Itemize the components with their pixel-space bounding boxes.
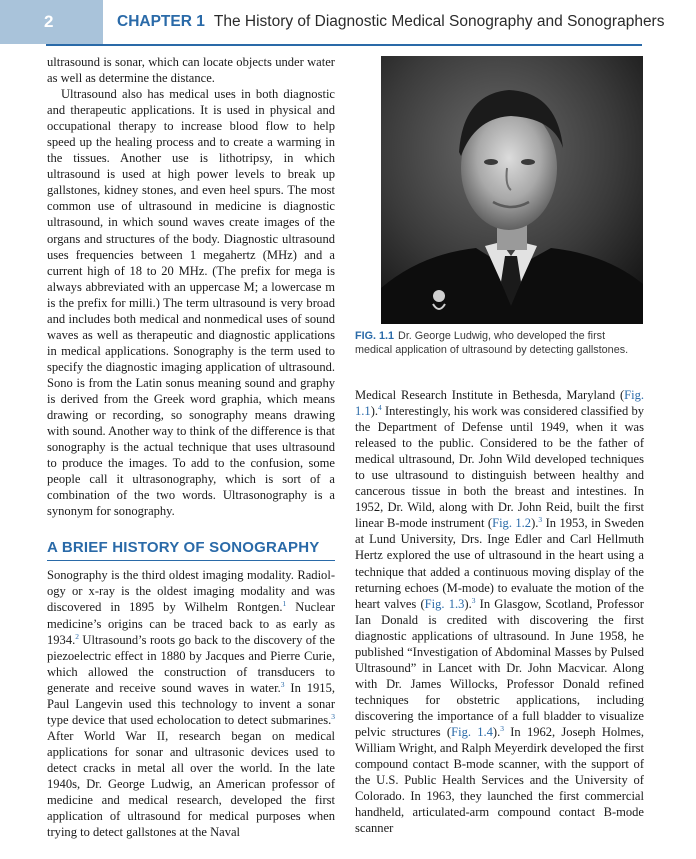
figure-link[interactable]: Fig. 1.4 xyxy=(451,724,493,739)
portrait-photo xyxy=(381,56,643,324)
portrait-image xyxy=(381,56,643,324)
running-header xyxy=(103,0,696,44)
footnote-ref: 3 xyxy=(500,723,504,733)
paragraph-2: Ultrasound also has medical uses in both diagnostic and therapeutic applications. It is used in physical and occupational therapy to increase blood flow to help speed up the healing process and to create a warming in the tissues. Another use is lithotripsy, in which ultrasound is used at high power levels to break up gallstones, kidney stones, and even heel spurs. The most common use of ultrasound in medicine is diagnostic ultrasound, in which sound waves create images of the organs and structures of the body. Diagnostic ultrasound uses frequencies between 1 megahertz (MHz) and a current high of 18 to 20 MHz. (The prefix for mega is always abbreviated with an uppercase M; a lowercase m is the prefix for milli.) The term ultrasound is very broad and includes both medical and nonmedical uses of sound waves as well as therapeutic and diagnostic applications in medical applications. Sonography is the term used to specify the diagnostic imaging application of ultrasound. Sono is from the Latin sonus meaning sound and graphy is derived from the Greek word graphia, which means drawing or recording, so sonography means drawing with sound. Another way to think of the difference is that sonography is the actual technique that uses ultrasound to produce the images. To add to the confusion, some people call it ultrasonography, which is sort of a combination of the two words. Ultrasonography is a synonym for sonography. xyxy=(47,87,335,519)
paragraph-1: ultrasound is sonar, which can locate objects under water as well as determine the distance. xyxy=(47,55,335,86)
header-rule xyxy=(46,44,642,46)
footnote-ref: 2 xyxy=(75,631,79,641)
paragraph-4 xyxy=(355,387,644,836)
paragraph-3 xyxy=(47,567,335,840)
text-run: ). xyxy=(370,404,379,419)
text-run: In 1962, Joseph Holmes, William Wright, and Ralph Meyerdirk developed the first compound contact B-mode scanner, with the support of the U.S. Public Health Services and the University of Colorado. In 1963, they launched the first commercial handheld, articulated-arm compound contact B-mode scanner xyxy=(355,724,644,836)
figure-link[interactable]: Fig. 1.2 xyxy=(492,516,532,531)
text-run: In Glasgow, Scotland, Professor Ian Donald is credited with discovering the first diagnostic applications of ultrasound. In June 1958, he published “Investigation of Abdominal Masses by Pulsed Ultrasound” in Lancet with Dr. John Macvicar. Along with Dr. James Willocks, Professor Donald refined techniques for obstetric applications, including discovering the importance of a full bladder to visualize pelvic structures ( xyxy=(355,596,644,739)
text-run: Nuclear medicine’s origins can be traced back to as early as 1934. xyxy=(47,600,335,647)
caption-text: Dr. George Ludwig, who developed the first medical application of ultrasound by detecting gallstones. xyxy=(355,330,629,356)
left-column xyxy=(47,54,335,840)
text-run: Ultrasound’s roots go back to the discovery of the piezoelectric effect in 1880 by Jacques and Pierre Curie, which allowed the construction of transducers to generate and receive sound waves in water. xyxy=(47,632,335,695)
text-run: After World War II, research began on medical applications for sonar and ultrasonic devices used to detect cracks in metal all over the world. In the late 1940s, Dr. George Ludwig, an American professor of medicine and medical research, developed the first application of ultrasound for medical purposes when trying to detect gallstones at the Naval xyxy=(47,728,335,840)
figure-caption xyxy=(355,329,644,357)
text-run: Sonography is the third oldest imaging modality. Radiology or x-ray is the oldest imaging modality and was discovered in 1895 by Wilhelm Rontgen. xyxy=(47,568,335,615)
footnote-ref: 1 xyxy=(282,599,287,609)
footnote-ref: 3 xyxy=(331,711,335,721)
right-column xyxy=(355,387,644,836)
text-run: In 1915, Paul Langevin used this technology to invent a sonar type device that used echolocation to detect submarines. xyxy=(47,680,335,727)
text-run: Interestingly, his work was considered classified by the Department of Defense until 1949, when it was released to the public. Considered to be the father of medical ultrasound, Dr. John Wild developed techniques to use ultrasound to distinguish between healthy and cancerous tissue in both the breast and intestines. In 1952, Dr. Wild, along with Dr. John Reid, built the first linear B-mode instrument ( xyxy=(355,404,644,531)
figure-link[interactable]: Fig. 1.3 xyxy=(424,596,465,611)
chapter-title: The History of Diagnostic Medical Sonography and Sonographers xyxy=(213,13,665,30)
text-run: ). xyxy=(464,596,472,611)
figure-link[interactable]: Fig. 1.1 xyxy=(355,388,644,419)
text-run: ). xyxy=(492,724,501,739)
footnote-ref: 3 xyxy=(471,595,476,605)
text-run: Medical Research Institute in Bethesda, Maryland ( xyxy=(355,388,625,402)
chapter-label: CHAPTER 1 xyxy=(117,13,205,30)
section-heading: A BRIEF HISTORY OF SONOGRAPHY xyxy=(47,539,335,561)
footnote-ref: 3 xyxy=(538,515,543,525)
footnote-ref: 4 xyxy=(378,402,382,412)
text-run: In 1953, in Sweden at Lund University, Drs. Inge Edler and Carl Hellmuth Hertz explored the use of ultrasound in the heart using a technique that added a continuous moving display of the returning echoes (M-mode) to evaluate the motion of the heart valves ( xyxy=(355,516,644,611)
footnote-ref: 3 xyxy=(280,679,285,689)
figure-label: FIG. 1.1 xyxy=(355,330,395,342)
text-run: ). xyxy=(531,516,539,531)
page-number: 2 xyxy=(0,0,103,44)
